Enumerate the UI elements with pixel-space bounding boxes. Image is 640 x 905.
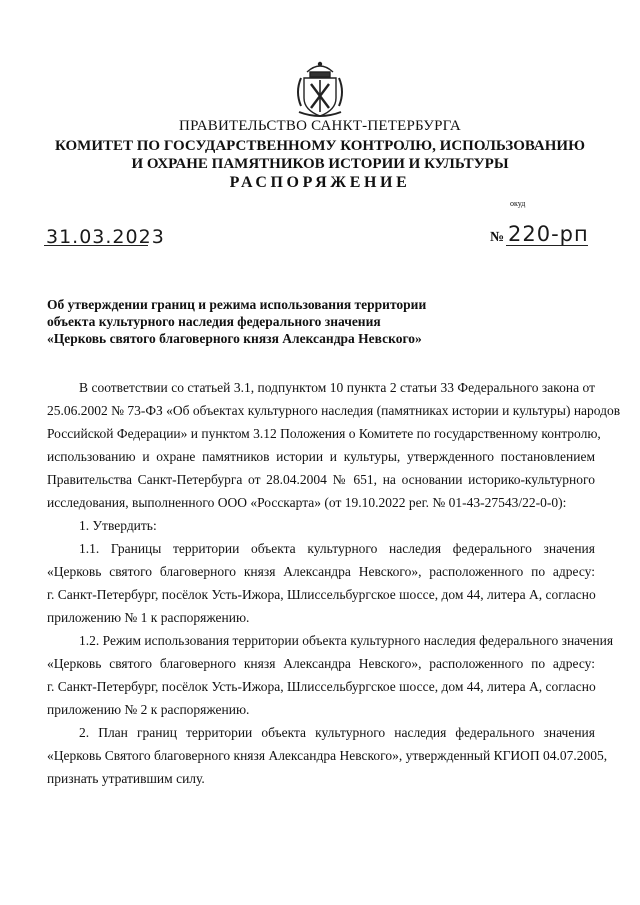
date-underline <box>44 245 148 246</box>
title-line: Об утверждении границ и режима использования территории <box>47 297 427 312</box>
body-line: исследования, выполненного ООО «Росскарта» (от 19.10.2022 рег. № 01-43-27543/22-0-0): <box>47 495 567 510</box>
number-sign: № <box>490 230 505 245</box>
body-line: приложению № 2 к распоряжению. <box>47 702 250 717</box>
committee-name-line1: КОМИТЕТ ПО ГОСУДАРСТВЕННОМУ КОНТРОЛЮ, ИСПОЛЬЗОВАНИЮ <box>55 138 585 154</box>
coat-of-arms-icon <box>293 58 347 120</box>
body-line: приложению № 1 к распоряжению. <box>47 610 250 625</box>
body-line: 2. План границ территории объекта культурного наследия федерального значения <box>79 725 595 740</box>
okud-label: окуд <box>510 199 526 208</box>
body-line: Правительства Санкт-Петербурга от 28.04.2004 № 651, на основании историко-культурного <box>47 472 595 487</box>
government-name: ПРАВИТЕЛЬСТВО САНКТ-ПЕТЕРБУРГА <box>179 118 461 134</box>
body-line: г. Санкт-Петербург, посёлок Усть-Ижора, Шлиссельбургское шоссе, дом 44, литера А, согласно <box>47 679 596 694</box>
body-line: г. Санкт-Петербург, посёлок Усть-Ижора, Шлиссельбургское шоссе, дом 44, литера А, согласно <box>47 587 596 602</box>
handwritten-date: 31.03.2023 <box>46 226 165 248</box>
body-line: 25.06.2002 № 73-ФЗ «Об объектах культурного наследия (памятниках истории и культуры) народов <box>47 403 621 418</box>
body-line: использованию и охране памятников истории и культуры, утвержденного постановлением <box>47 449 595 464</box>
document-type: РАСПОРЯЖЕНИЕ <box>229 174 411 191</box>
body-line: «Церковь святого благоверного князя Александра Невского», расположенного по адресу: <box>47 656 595 671</box>
body-line: 1. Утвердить: <box>79 518 157 533</box>
body-line: «Церковь святого благоверного князя Александра Невского», расположенного по адресу: <box>47 564 595 579</box>
title-line: объекта культурного наследия федерального значения <box>47 314 381 329</box>
body-line: признать утратившим силу. <box>47 771 205 786</box>
body-line: 1.2. Режим использования территории объекта культурного наследия федерального значения <box>79 633 614 648</box>
body-line: В соответствии со статьей 3.1, подпунктом 10 пункта 2 статьи 33 Федерального закона от <box>79 380 595 395</box>
body-line: 1.1. Границы территории объекта культурного наследия федерального значения <box>79 541 595 556</box>
body-line: Российской Федерации» и пунктом 3.12 Положения о Комитете по государственному контролю, <box>47 426 601 441</box>
title-line: «Церковь святого благоверного князя Александра Невского» <box>47 331 422 346</box>
body-line: «Церковь Святого благоверного князя Александра Невского», утвержденный КГИОП 04.07.2005, <box>47 748 608 763</box>
committee-name-line2: И ОХРАНЕ ПАМЯТНИКОВ ИСТОРИИ И КУЛЬТУРЫ <box>131 156 509 172</box>
handwritten-number: 220-рп <box>508 222 589 246</box>
number-underline <box>506 245 588 246</box>
